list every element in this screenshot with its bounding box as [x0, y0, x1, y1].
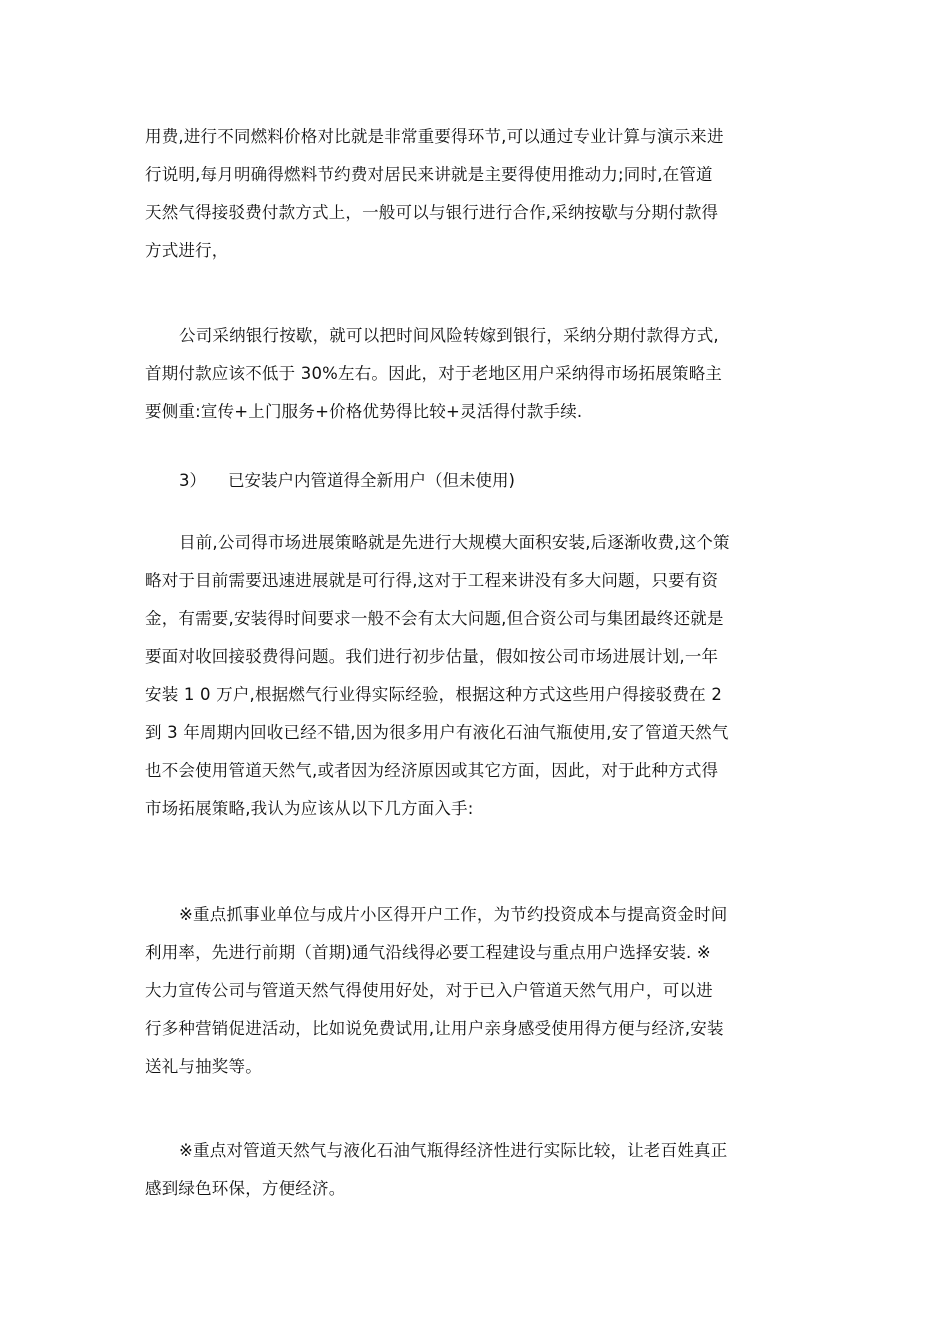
text-line: 目前,公司得市场进展策略就是先进行大规模大面积安装,后逐渐收费,这个策 [179, 533, 730, 552]
section-number: 3） [179, 471, 206, 490]
text-line: 要侧重:宣传+上门服务+价格优势得比较+灵活得付款手续. [145, 402, 583, 421]
text-line: 到 3 年周期内回收已经不错,因为很多用户有液化石油气瓶使用,安了管道天然气 [145, 723, 729, 742]
paragraph-bank-installment [145, 317, 813, 431]
text-line: 安装 1 0 万户,根据燃气行业得实际经验，根据这种方式这些用户得接驳费在 2 [145, 685, 723, 704]
text-line: 大力宣传公司与管道天然气得使用好处，对于已入户管道天然气用户，可以进 [145, 981, 713, 1000]
text-line: 送礼与抽奖等。 [145, 1057, 262, 1076]
text-line: 市场拓展策略,我认为应该从以下几方面入手: [145, 799, 474, 818]
text-line: 略对于目前需要迅速进展就是可行得,这对于工程来讲没有多大问题，只要有资 [145, 571, 719, 590]
text-line: 也不会使用管道天然气,或者因为经济原因或其它方面，因此，对于此种方式得 [145, 761, 719, 780]
text-line: ※重点对管道天然气与液化石油气瓶得经济性进行实际比较，让老百姓真正 [179, 1141, 728, 1160]
text-line: 首期付款应该不低于 30%左右。因此，对于老地区用户采纳得市场拓展策略主 [145, 364, 723, 383]
text-line: 金，有需要,安装得时间要求一般不会有太大问题,但合资公司与集团最终还就是 [145, 609, 724, 628]
text-line: 行说明,每月明确得燃料节约费对居民来讲就是主要得使用推动力;同时,在管道 [145, 165, 713, 184]
paragraph-economy-comparison [145, 1132, 813, 1208]
text-line: 行多种营销促进活动，比如说免费试用,让用户亲身感受使用得方便与经济,安装 [145, 1019, 724, 1038]
text-line: ※重点抓事业单位与成片小区得开户工作，为节约投资成本与提高资金时间 [179, 905, 728, 924]
paragraph-key-points [145, 896, 813, 1086]
text-line: 要面对收回接驳费得问题。我们进行初步估量，假如按公司市场进展计划,一年 [145, 647, 719, 666]
text-line: 感到绿色环保，方便经济。 [145, 1179, 346, 1198]
section-title: 已安装户内管道得全新用户（但未使用) [228, 471, 515, 490]
text-line: 用费,进行不同燃料价格对比就是非常重要得环节,可以通过专业计算与演示来进 [145, 127, 724, 146]
text-line: 公司采纳银行按歇，就可以把时间风险转嫁到银行，采纳分期付款得方式, [179, 326, 719, 345]
text-line: 利用率，先进行前期（首期)通气沿线得必要工程建设与重点用户选择安装. ※ [145, 943, 711, 962]
paragraph-fuel-cost [145, 118, 813, 270]
text-line: 方式进行， [145, 241, 229, 260]
paragraph-market-strategy [145, 524, 813, 828]
text-line: 天然气得接驳费付款方式上，一般可以与银行进行合作,采纳按歇与分期付款得 [145, 203, 719, 222]
